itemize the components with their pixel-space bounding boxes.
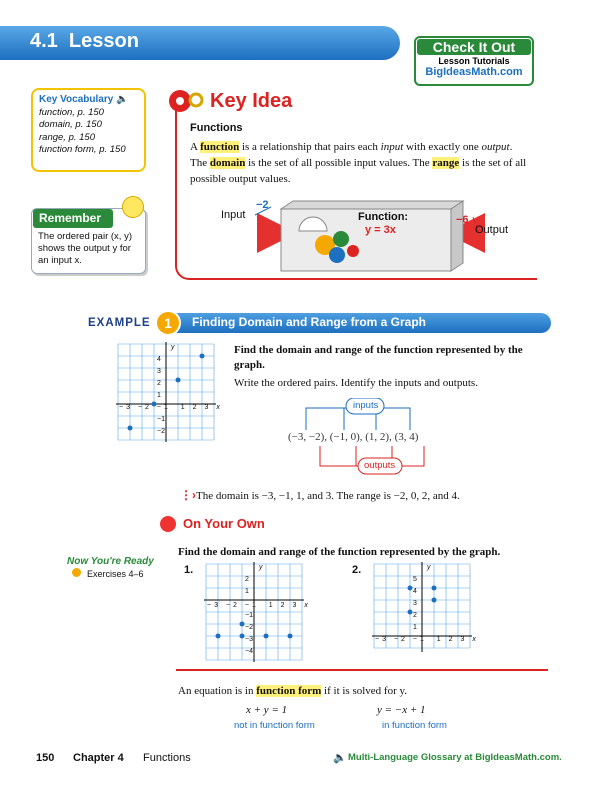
lesson-title: 4.1 Lesson [30,30,139,52]
function-form-sentence: An equation is in function form if it is solved for y. [178,685,408,697]
problem-2-number: 2. [352,564,362,576]
equation-1: x + y = 1 [246,704,288,716]
check-it-out-logo[interactable] [414,36,534,86]
graph1-x-ticks: −3 −2 −1 1 2 3 x [119,404,223,411]
outputs-label: outputs [364,460,396,471]
equation-2-note: in function form [382,720,447,731]
input-label: Input [221,209,246,221]
exercises-ref[interactable]: Exercises 4–6 [87,569,144,579]
lightbulb-icon [122,196,144,218]
example-instruction: Write the ordered pairs. Identify the inputs and outputs. [234,377,478,389]
section-divider [176,669,548,671]
now-youre-ready: Now You're Ready [67,556,154,567]
lesson-banner [0,26,400,60]
point-3-4 [200,354,205,359]
graph3-y-ticks: y 5 4 3 2 1 [413,564,431,631]
on-your-own-icon [160,516,176,532]
vocab-heading: Key Vocabulary [39,94,114,105]
remember-text: The ordered pair (x, y) shows the output y for an input x. [38,231,132,266]
lesson-tutorials-text: Lesson Tutorials [438,56,510,66]
chapter-topic: Functions [143,752,191,764]
vocab-item: domain, p. 150 [39,119,102,130]
key-idea-title: Key Idea [210,90,293,112]
key-vocabulary-box [31,88,146,172]
ordered-pairs: (−3, −2), (−1, 0), (1, 2), (3, 4) [288,431,419,443]
point-neg3-neg2 [128,426,133,431]
input-value: −2 [256,199,269,211]
chapter-label: Chapter 4 [73,752,124,764]
graph3-x-ticks: −3 −2 −1 1 2 3 x [375,636,479,643]
function-rule: y = 3x [365,224,396,236]
vocab-item: function form, p. 150 [39,144,126,155]
example-label: EXAMPLE [88,317,151,329]
ready-dot-icon [72,568,81,577]
on-your-own-title: On Your Own [183,516,265,531]
graph2-x-ticks: −3 −2 −1 1 2 3 x [207,602,311,609]
problem-1-number: 1. [184,564,194,576]
vocab-item: function, p. 150 [39,106,104,118]
equation-1-note: not in function form [234,720,315,731]
inputs-label: inputs [353,400,379,411]
graph1-y-ticks: y 4 3 2 1 −1 −2 [157,344,175,435]
glossary-speaker-icon[interactable]: 🔈 [333,752,347,764]
page-number: 150 [36,752,55,764]
equation-2: y = −x + 1 [377,704,426,716]
answer-arrow-icon: ⋮› [180,488,196,502]
output-label: Output [475,224,509,236]
key-icon [168,88,204,114]
vocab-item: range, p. 150 [39,131,95,143]
key-idea-subtitle: Functions [190,122,243,134]
remember-title: Remember [33,209,113,228]
output-value: −6 [456,214,469,226]
on-your-own-prompt: Find the domain and range of the function represented by the graph. [178,546,501,558]
website-text: BigIdeasMath.com [425,66,523,78]
example-answer: The domain is −3, −1, 1, and 3. The range is −2, 0, 2, and 4. [196,490,460,502]
function-label: Function: [358,211,409,223]
glossary-link[interactable]: Multi-Language Glossary at BigIdeasMath.com. [348,752,562,763]
point-1-2 [176,378,181,383]
example-number: 1 [155,310,181,336]
speaker-icon[interactable]: 🔈 [116,94,129,105]
example-question: Find the domain and range of the function represented by the graph. [234,344,523,371]
functions-definition: A function is a relationship that pairs each input with exactly one output. The domain is the set of all possible input values. The range is the set of all possible output values. [190,141,527,185]
example-title: Finding Domain and Range from a Graph [192,315,427,329]
check-it-out-text: Check It Out [417,39,531,55]
graph2-y-ticks: y 2 1 −1 −2 −3 −4 [245,564,263,655]
